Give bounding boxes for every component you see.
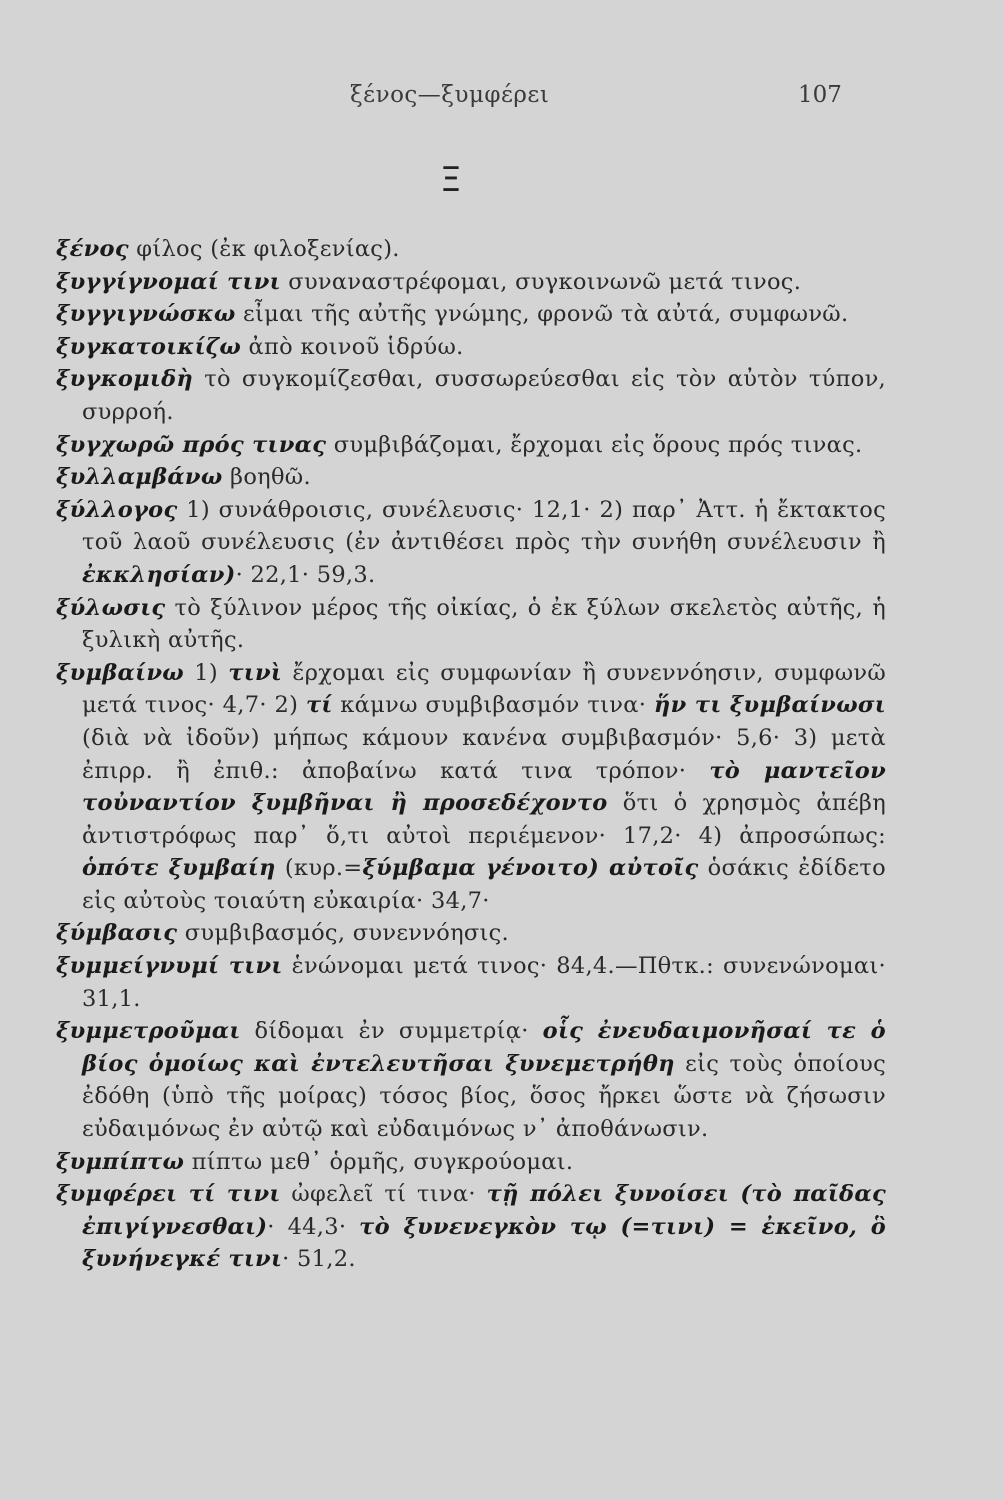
entry-text: κάμνω συμβιβασμόν τινα· (332, 692, 654, 719)
entry-example: ἐκκλησίαν) (82, 561, 236, 588)
entry-text: ἔρχομαι εἰς συμφωνίαν ἢ συνεννόησιν, συμφωνῶ μετά τινος· 4,7· 2) (82, 659, 886, 719)
dictionary-entry (56, 331, 886, 364)
entry-headword: ξένος (56, 236, 129, 262)
entry-text: συναναστρέφομαι, συγκοινωνῶ μετά τινος. (280, 268, 802, 295)
dictionary-entry (56, 1015, 886, 1145)
entry-example: τὸ ξυνενεγκὸν τῳ (=τινι) = ἐκεῖνο, ὃ ξυνήνεγκέ τινι (82, 1213, 887, 1273)
entry-headword: ξύλωσις (56, 594, 166, 621)
dictionary-entry (56, 950, 886, 1015)
dictionary-entry (56, 494, 886, 592)
entry-text: ὅτι ὁ χρησμὸς ἀπέβη ἀντιστρόφως παρ᾿ ὅ,τι αὐτοὶ περιέμενον· 17,2· 4) ἀπροσώπως: (82, 790, 886, 849)
entry-text: δίδομαι ἐν συμμετρίᾳ· (240, 1018, 543, 1045)
entry-example: τὸ μαντεῖον τοὐναντίον ξυμβῆναι ἢ προσεδέχοντο (82, 757, 887, 817)
running-head: ξένος—ξυμφέρει (350, 82, 550, 108)
entry-text: εἶμαι τῆς αὐτῆς γνώμης, φρονῶ τὰ αὐτά, συμφωνῶ. (235, 301, 849, 328)
entry-text: · 44,3· (267, 1213, 360, 1240)
entry-headword: ξυμμείγνυμί τινι (56, 953, 283, 980)
dictionary-entry (56, 917, 886, 950)
entry-text: ὠφελεῖ τί τινα· (280, 1181, 487, 1208)
dictionary-entry (56, 461, 886, 494)
entry-headword: ξυγχωρῶ πρός τινας (56, 431, 327, 458)
dictionary-entry (56, 266, 886, 299)
dictionary-entry (56, 592, 886, 657)
entry-example: τί (305, 692, 333, 719)
entry-example: ὁπότε ξυμβαίη (82, 855, 276, 882)
entry-text: βοηθῶ. (222, 464, 311, 491)
entry-headword: ξυμφέρει τί τινι (56, 1181, 281, 1208)
entry-example: τινὶ (228, 659, 283, 686)
entry-headword: ξυγγιγνώσκω (56, 301, 236, 328)
entry-text: τὸ ξύλινον μέρος τῆς οἰκίας, ὁ ἐκ ξύλων σκελετὸς αὐτῆς, ἡ ξυλικὴ αὐτῆς. (82, 594, 886, 654)
entry-text: συμβιβάζομαι, ἔρχομαι εἰς ὅρους πρός τινας. (326, 431, 863, 458)
entry-example: ξύμβαμα γένοιτο) αὐτοῖς (362, 855, 699, 882)
entry-text: ἀπὸ κοινοῦ ἱδρύω. (241, 333, 464, 360)
entry-text: (διὰ νὰ ἰδοῦν) μήπως κάμουν κανένα συμβιβασμόν· 5,6· 3) μετὰ ἐπιρρ. ἢ ἐπιθ.: ἀποβαίνω κατά τινα τρόπον· (82, 724, 886, 784)
entry-example: οἷς ἐνευδαιμονῆσαί τε ὁ βίος ὁμοίως καὶ ἐντελευτῆσαι ξυνεμετρήθη (82, 1018, 886, 1077)
entry-headword: ξυγκομιδὴ (56, 366, 194, 393)
dictionary-entry (56, 233, 886, 266)
entry-headword: ξυγκατοικίζω (56, 333, 242, 360)
entry-headword: ξυμβαίνω (56, 659, 184, 686)
entry-headword: ξυμπίπτω (56, 1148, 185, 1175)
entry-text: · 22,1· 59,3. (235, 561, 376, 588)
entry-text: τὸ συγκομίζεσθαι, συσσωρεύεσθαι εἰς τὸν αὐτὸν τύπον, συρροή. (82, 366, 886, 425)
entry-text: πίπτω μεθ᾿ ὁρμῆς, συγκρούομαι. (184, 1148, 574, 1175)
entry-headword: ξύλλογος (56, 496, 178, 523)
entry-text: · 51,2. (282, 1246, 356, 1273)
entry-headword: ξυμμετροῦμαι (56, 1018, 241, 1045)
entry-example: τῇ πόλει ξυνοίσει (τὸ παῖδας ἐπιγίγνεσθαι) (82, 1181, 886, 1240)
entry-headword: ξυγγίγνομαί τινι (56, 268, 281, 295)
dictionary-entry (56, 429, 886, 462)
entry-text: (κυρ.= (275, 855, 363, 882)
dictionary-entry (56, 1178, 886, 1276)
entry-list (56, 233, 886, 1276)
entry-text: εἰς τοὺς ὁποίους ἐδόθη (ὑπὸ τῆς μοίρας) τόσος βίος, ὅσος ἤρκει ὥστε νὰ ζήσωσιν εὐδαιμόνως ἐν αὐτῷ καὶ εὐδαιμόνως ν᾿ ἀποθάνωσιν. (82, 1050, 887, 1143)
section-letter: Ξ (440, 160, 462, 200)
entry-text: 1) (184, 659, 229, 686)
entry-headword: ξυλλαμβάνω (56, 464, 223, 491)
entry-text: φίλος (ἐκ φιλοξενίας). (128, 236, 400, 262)
entry-text: ὁσάκις ἐδίδετο εἰς αὐτοὺς τοιαύτη εὐκαιρία· 34,7· (82, 855, 886, 914)
dictionary-entry (56, 657, 886, 918)
entry-text: συμβιβασμός, συνεννόησις. (177, 920, 510, 947)
entry-example: ἥν τι ξυμβαίνωσι (653, 692, 886, 719)
dictionary-entry (56, 1146, 886, 1179)
entry-text: ἑνώνομαι μετά τινος· 84,4.—Πθτκ.: συνενώνομαι· 31,1. (82, 953, 886, 1012)
dictionary-entry (56, 298, 886, 331)
entry-text: 1) συνάθροισις, συνέλευσις· 12,1· 2) παρ᾿ Ἀττ. ἡ ἔκτακτος τοῦ λαοῦ συνέλευσις (ἐν ἀντιθέσει πρὸς τὴν συνήθη συνέλευσιν ἢ (82, 496, 886, 556)
page-number: 107 (798, 82, 842, 108)
dictionary-entry (56, 363, 886, 428)
entry-headword: ξύμβασις (56, 920, 178, 947)
